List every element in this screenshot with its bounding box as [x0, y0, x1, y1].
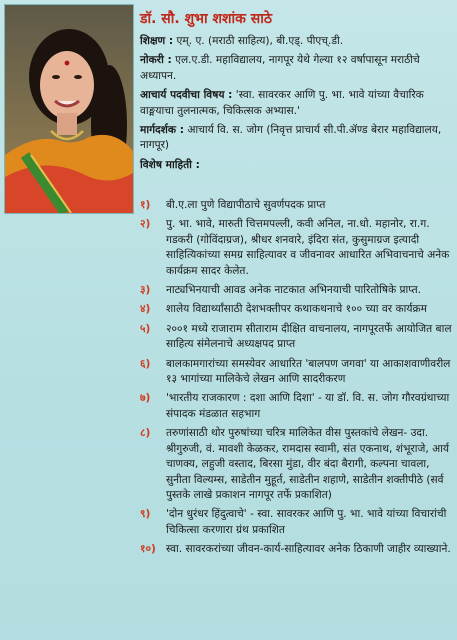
- list-item: [140, 357, 454, 388]
- list-item: [140, 542, 454, 557]
- job-field: [140, 53, 452, 84]
- profile-details: [140, 10, 452, 175]
- guide-field: [140, 123, 452, 154]
- list-item-number: २): [140, 218, 151, 231]
- list-item-number: ५): [140, 322, 151, 335]
- list-item-number: ८): [140, 427, 151, 440]
- special-info-heading: विशेष माहिती :: [140, 158, 200, 171]
- list-item: [140, 217, 454, 279]
- list-item: [140, 198, 454, 213]
- list-item-number: ९): [140, 508, 151, 521]
- list-item-text: बी.ए.ला पुणे विद्यापीठाचे सुवर्णपदक प्राप्त: [166, 199, 326, 211]
- thesis-label: आचार्य पदवीचा विषय :: [140, 89, 233, 102]
- list-item: [140, 283, 454, 298]
- list-item: [140, 391, 454, 422]
- list-item-text: 'भारतीय राजकारण : दशा आणि दिशा' - या डॉ. वि. स. जोग गौरवग्रंथाच्या संपादक मंडळात सहभाग: [166, 392, 450, 420]
- list-item-number: १०): [140, 543, 156, 556]
- person-name: डॉ. सौ. शुभा शशांक साठे: [140, 11, 272, 27]
- job-value: एल.ए.डी. महाविद्यालय, नागपूर येथे गेल्या १२ वर्षापासून मराठीचे अध्यापन.: [140, 54, 420, 82]
- list-item: [140, 302, 454, 317]
- list-item-number: ६): [140, 357, 151, 370]
- guide-label: मार्गदर्शक :: [140, 124, 184, 137]
- list-item-text: स्वा. सावरकरांच्या जीवन-कार्य-साहित्यावर अनेक ठिकाणी जाहीर व्याख्याने.: [166, 543, 451, 556]
- list-item-text: पु. भा. भावे, मारुती चित्तमपल्ली, कवी अनिल, ना.धो. महानोर, रा.ग. गडकरी (गोविंदाग्रज), श्रीधर शनवारे, इंदिरा संत, कुसुमाग्रज इत्यादी साहित्यिकांच्या समग्र साहित्यावर व जीवनावर आधारित अभिवाचनाचे अनेक कार्यक्रम सादर केलेत.: [166, 218, 450, 277]
- list-item-text: तरुणांसाठी थोर पुरुषांच्या चरित्र मालिकेत वीस पुस्तकांचे लेखन- उदा. श्रीगुरुजी, वं. मावशी केळकर, रामदास स्वामी, संत एकनाथ, शंभूराजे, आर्य चाणक्य, लहुजी वस्ताद, बिरसा मुंडा, वीर बंदा बैरागी, कल्पना चावला, सुनीता विल्यम्स, साडेतीन मुहूर्त, साडेतीन शहाणे, साडेतीन शक्तीपीठे (सर्व पुस्तके लाखे प्रकाशन नागपूर तर्फे प्रकाशित): [166, 427, 450, 501]
- guide-value: आचार्य वि. स. जोग (निवृत्त प्राचार्य सी.पी.ॲण्ड बेरार महाविद्यालय, नागपूर): [140, 124, 442, 152]
- list-item-text: शालेय विद्यार्थ्यांसाठी देशभक्तीपर कथाकथनाचे १०० च्या वर कार्यक्रम: [166, 303, 427, 316]
- education-label: शिक्षण :: [140, 35, 174, 47]
- list-item: [140, 507, 454, 538]
- list-item-text: बालकामगारांच्या समस्येवर आधारित 'बालपण जगवा' या आकाशवाणीवरील १३ भागांच्या मालिकेचे लेखन आणि सादरीकरण: [166, 357, 451, 386]
- portrait-photo: [4, 4, 134, 214]
- list-item: [140, 426, 454, 503]
- education-field: [140, 34, 452, 49]
- thesis-value: 'स्वा. सावरकर आणि पु. भा. भावे यांच्या वैचारिक वाङ्मयाचा तुलनात्मक, चिकित्सक अभ्यास.': [140, 89, 424, 117]
- list-item-number: १): [140, 199, 151, 211]
- list-item: [140, 322, 454, 353]
- list-item-number: ४): [140, 303, 151, 316]
- list-item-number: ३): [140, 284, 151, 297]
- thesis-field: [140, 88, 452, 119]
- list-item-text: 'दोन धुरंधर हिंदुत्वाचे' - स्वा. सावरकर आणि पु. भा. भावे यांच्या विचारांची चिकित्सा करणारा ग्रंथ प्रकाशित: [166, 508, 447, 536]
- job-label: नोकरी :: [140, 54, 172, 67]
- achievements-list: [140, 198, 454, 562]
- list-item-text: २००१ मध्ये राजाराम सीताराम दीक्षित वाचनालय, नागपूरतर्फे आयोजित बाल साहित्य संमेलनाचे अध्यक्षपद प्राप्त: [166, 322, 452, 351]
- education-value: एम्. ए. (मराठी साहित्य), बी.एड्. पीएच्.डी.: [176, 35, 344, 47]
- list-item-text: नाट्यभिनयाची आवड अनेक नाटकात अभिनयाची पारितोषिके प्राप्त.: [166, 284, 421, 297]
- list-item-number: ७): [140, 392, 151, 405]
